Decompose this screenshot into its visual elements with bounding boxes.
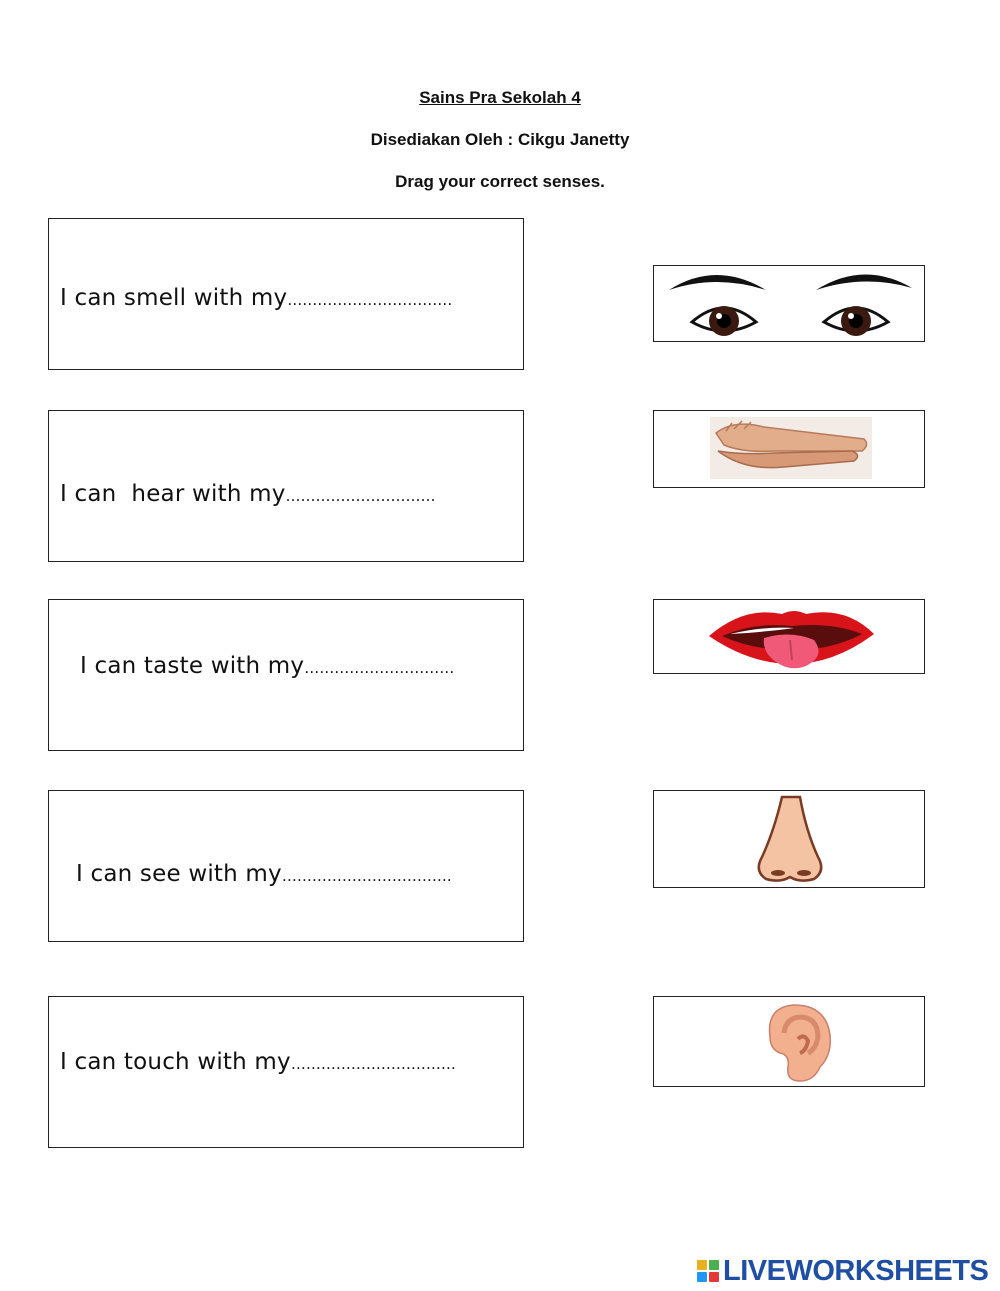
mouth-icon	[654, 600, 922, 671]
drag-card-eyes[interactable]	[653, 265, 925, 342]
worksheet-author: Disediakan Oleh : Cikgu Janetty	[370, 130, 630, 149]
drop-box-touch[interactable]	[48, 996, 524, 1148]
drop-box-see[interactable]	[48, 790, 524, 942]
ear-icon	[654, 997, 922, 1084]
liveworksheets-logo	[697, 1254, 988, 1288]
logo-block-4	[709, 1272, 719, 1282]
worksheet-instruction: Drag your correct senses.	[395, 172, 605, 191]
eyes-icon	[654, 266, 922, 339]
sentence-see: I can see with my…………………………….	[76, 861, 452, 887]
logo-blocks-icon	[697, 1260, 719, 1282]
nose-icon	[654, 791, 922, 885]
logo-block-1	[697, 1260, 707, 1270]
logo-text: LIVEWORKSHEETS	[723, 1254, 989, 1287]
drag-card-nose[interactable]	[653, 790, 925, 888]
drop-box-taste[interactable]	[48, 599, 524, 751]
sentence-taste: I can taste with my…………………………	[80, 653, 455, 679]
logo-block-2	[709, 1260, 719, 1270]
drop-box-hear[interactable]	[48, 410, 524, 562]
worksheet-title: Sains Pra Sekolah 4	[419, 88, 581, 107]
drag-card-mouth[interactable]	[653, 599, 925, 674]
drag-card-ear[interactable]	[653, 996, 925, 1087]
logo-block-3	[697, 1272, 707, 1282]
sentence-touch: I can touch with my……………………………	[60, 1049, 456, 1075]
sentence-smell: I can smell with my……………………………	[60, 285, 453, 311]
sentence-hear: I can hear with my…………………………	[60, 481, 436, 507]
drop-box-smell[interactable]	[48, 218, 524, 370]
drag-card-hands[interactable]	[653, 410, 925, 488]
hands-icon	[654, 411, 922, 485]
